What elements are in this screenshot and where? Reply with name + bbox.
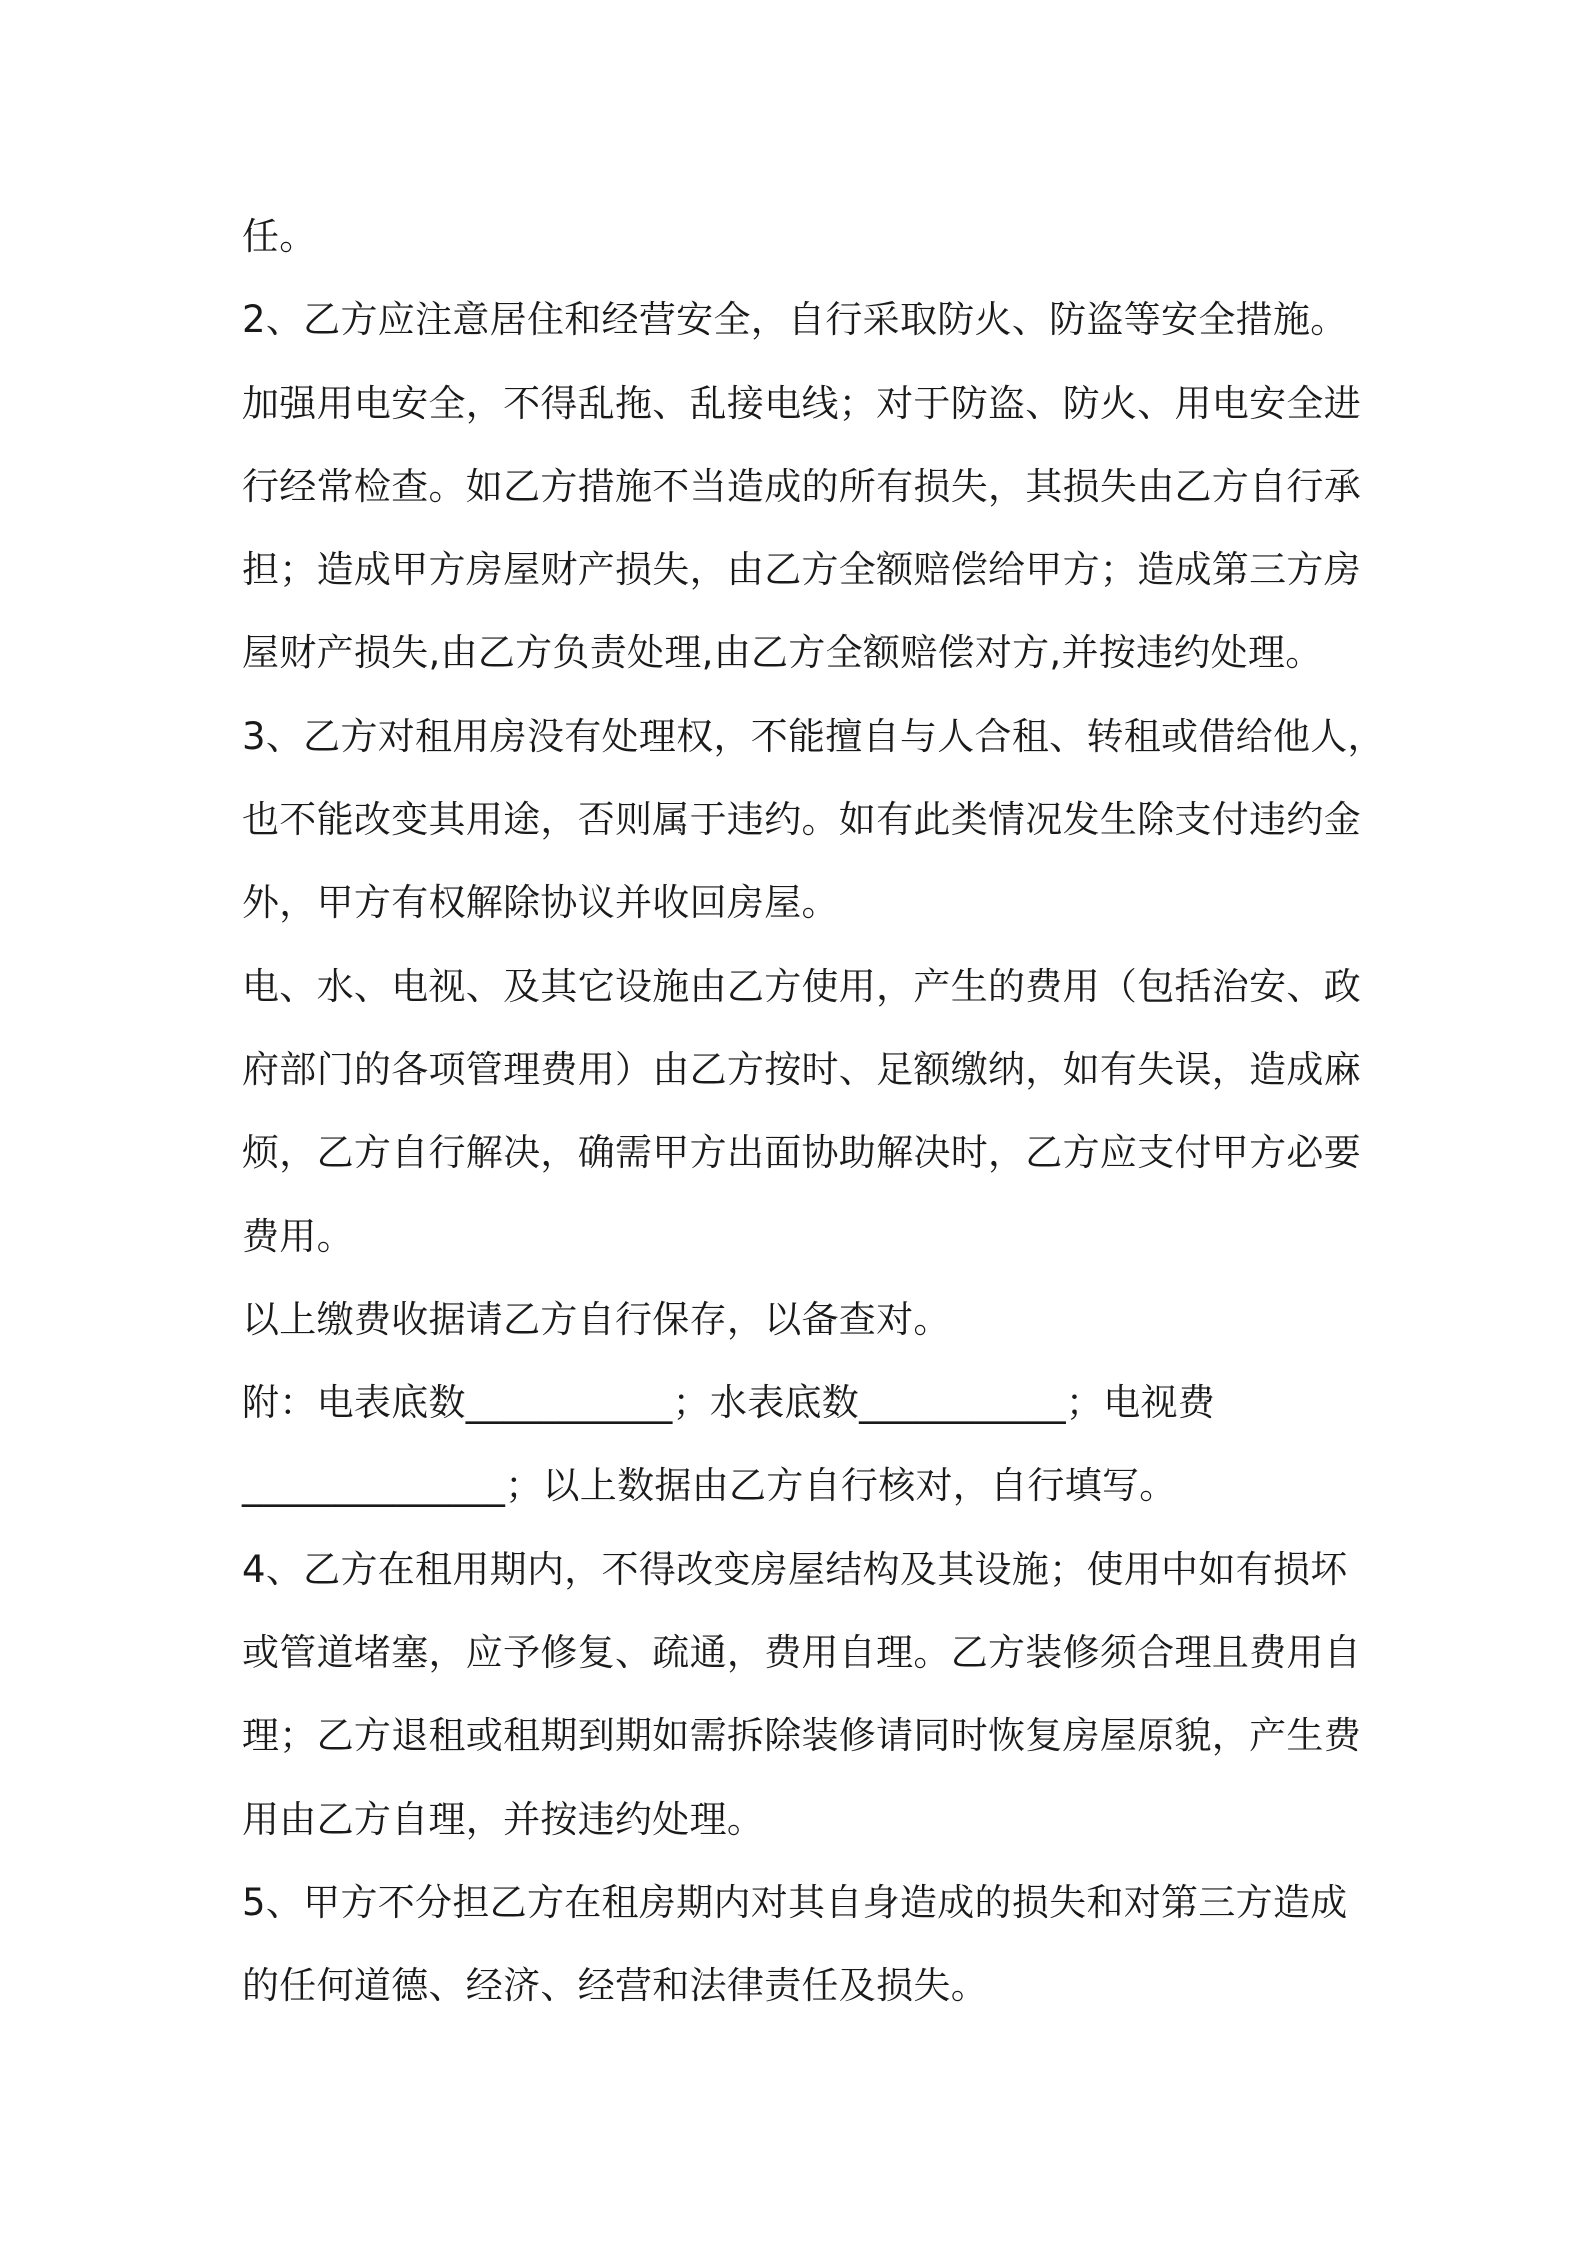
text-line: 也不能改变其用途，否则属于违约。如有此类情况发生除支付违约金 (242, 798, 1361, 842)
text-line: 烦，乙方自行解决，确需甲方出面协助解决时，乙方应支付甲方必要 (242, 1131, 1361, 1175)
text-line: 屋财产损失,由乙方负责处理,由乙方全额赔偿对方,并按违约处理。 (242, 631, 1323, 675)
text-line: 4、乙方在租用期内，不得改变房屋结构及其设施；使用中如有损坏 (242, 1547, 1348, 1591)
text-line: 府部门的各项管理费用）由乙方按时、足额缴纳，如有失误，造成麻 (242, 1047, 1361, 1091)
text-line: 任。 (242, 215, 317, 258)
text-line: 理；乙方退租或租期到期如需拆除装修请同时恢复房屋原貌，产生费 (242, 1714, 1361, 1758)
text-line: 外，甲方有权解除协议并收回房屋。 (242, 881, 839, 925)
text-line: 2、乙方应注意居住和经营安全，自行采取防火、防盗等安全措施。 (242, 298, 1348, 342)
text-line: 3、乙方对租用房没有处理权，不能擅自与人合租、转租或借给他人， (242, 714, 1385, 758)
text-line: 电、水、电视、及其它设施由乙方使用，产生的费用（包括治安、政 (242, 964, 1361, 1008)
text-line: 或管道堵塞，应予修复、疏通，费用自理。乙方装修须合理且费用自 (242, 1631, 1361, 1675)
text-line: 行经常检查。如乙方措施不当造成的所有损失，其损失由乙方自行承 (242, 464, 1361, 508)
text-line: 加强用电安全，不得乱拖、乱接电线；对于防盗、防火、用电安全进 (242, 381, 1361, 425)
text-line: 用由乙方自理，并按违约处理。 (242, 1797, 765, 1841)
text-line: 的任何道德、经济、经营和法律责任及损失。 (242, 1964, 988, 2008)
text-line: 费用。 (242, 1214, 354, 1258)
text-line: 担；造成甲方房屋财产损失，由乙方全额赔偿给甲方；造成第三方房 (242, 548, 1361, 592)
document-body (242, 195, 1385, 2028)
text-line: 5、甲方不分担乙方在租房期内对其自身造成的损失和对第三方造成 (242, 1880, 1348, 1924)
text-line: 以上缴费收据请乙方自行保存，以备查对。 (242, 1297, 951, 1341)
text-line: ______________；以上数据由乙方自行核对，自行填写。 (242, 1464, 1177, 1508)
text-line: 附：电表底数___________；水表底数___________；电视费 (242, 1381, 1216, 1425)
